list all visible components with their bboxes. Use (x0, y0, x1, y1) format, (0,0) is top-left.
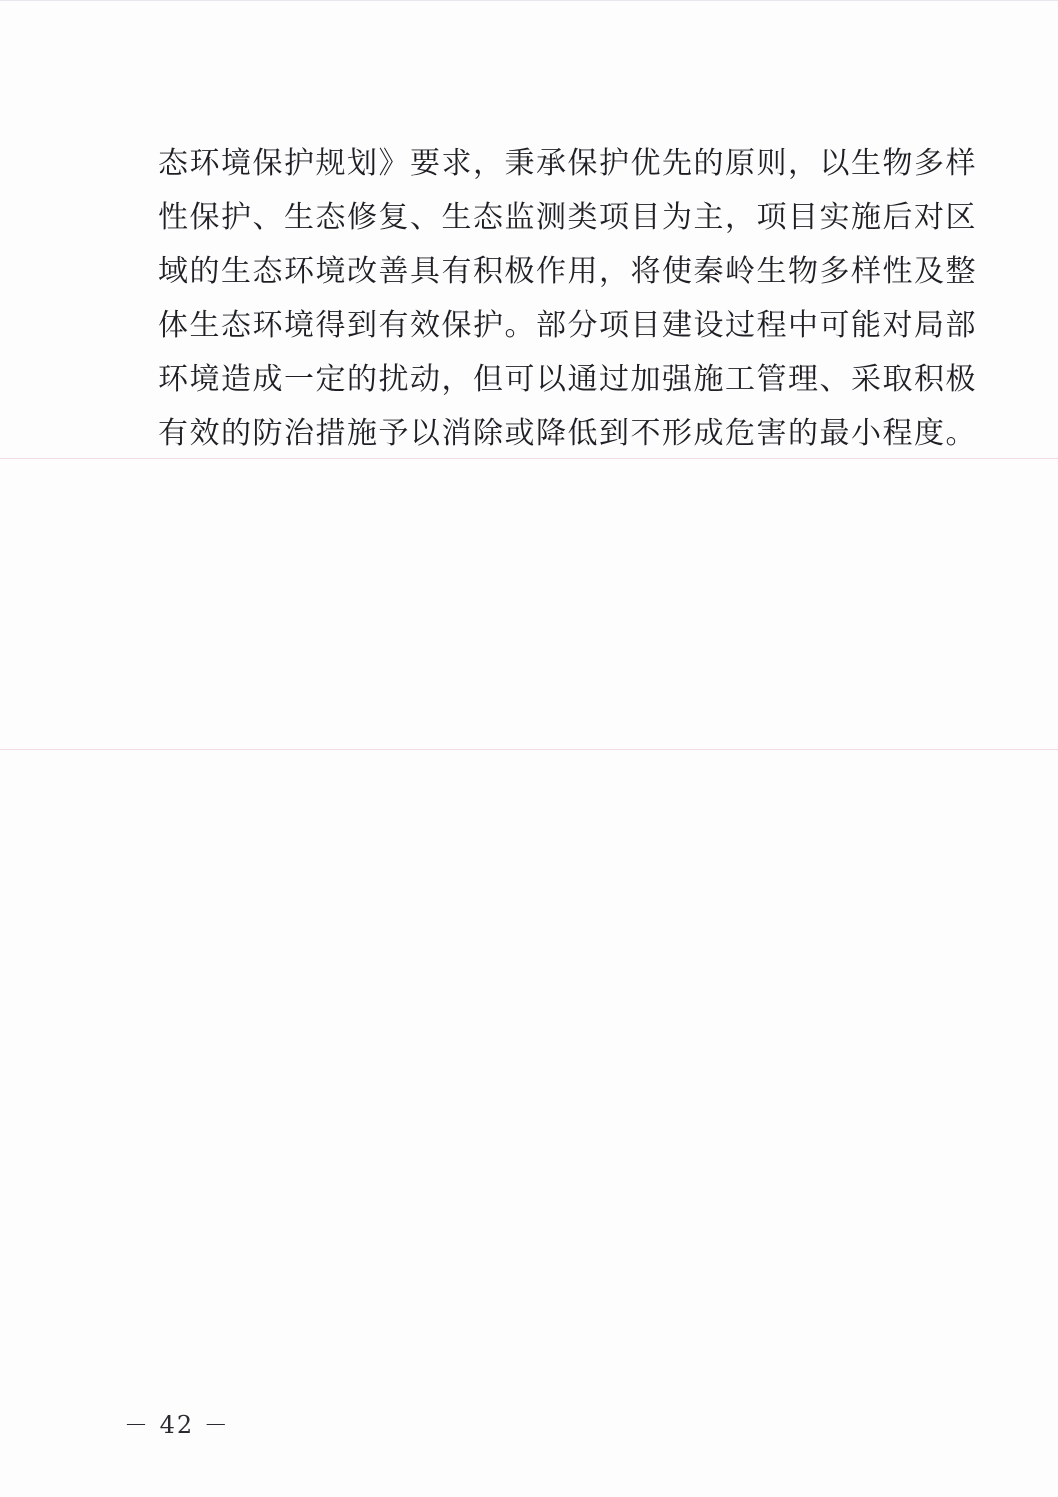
paragraph-line: 域的生态环境改善具有积极作用，将使秦岭生物多样性及整 (158, 254, 977, 289)
paragraph-line: 环境造成一定的扰动，但可以通过加强施工管理、采取积极 (158, 362, 977, 397)
paragraph-line: 有效的防治措施予以消除或降低到不形成危害的最小程度。 (158, 416, 977, 451)
body-paragraph (158, 137, 977, 461)
paragraph-line: 性保护、生态修复、生态监测类项目为主，项目实施后对区 (158, 200, 977, 235)
bleed-through-rule (0, 749, 1058, 750)
paragraph-line: 体生态环境得到有效保护。部分项目建设过程中可能对局部 (158, 308, 977, 343)
paragraph-line: 态环境保护规划》要求，秉承保护优先的原则，以生物多样 (158, 146, 977, 181)
page-number: － 42 － (124, 1411, 230, 1439)
